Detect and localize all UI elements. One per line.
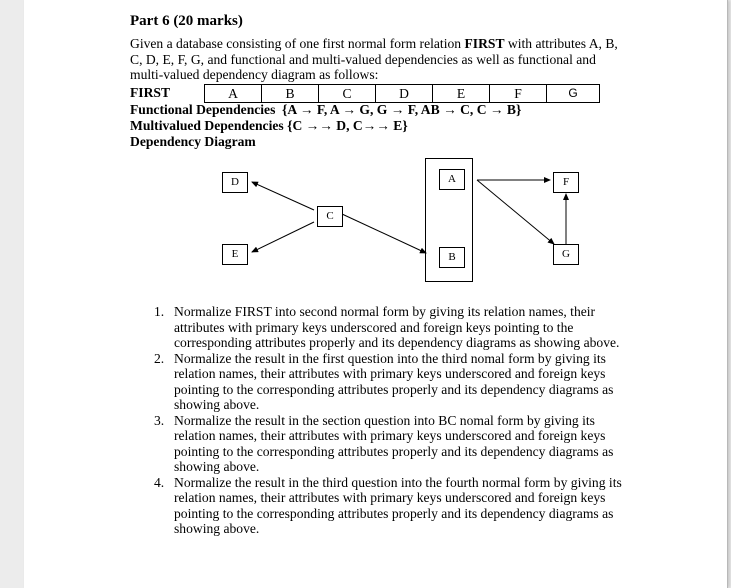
relation-schema	[130, 84, 630, 102]
arrow-a-to-g	[477, 180, 554, 244]
arrow-c-to-e	[252, 222, 314, 252]
functional-dependencies	[130, 102, 630, 118]
intro-before: Given a database consisting of one first normal form relation	[130, 36, 465, 51]
arrow-c-to-d	[252, 182, 314, 210]
question-number: 3.	[154, 412, 165, 428]
node-c: C	[317, 206, 343, 227]
question-number: 2.	[154, 350, 165, 366]
question-number: 4.	[154, 474, 165, 490]
attribute-cell: G	[546, 85, 599, 102]
node-d: D	[222, 172, 248, 193]
attribute-cell: A	[228, 85, 238, 101]
part-title: Part 6 (20 marks)	[130, 13, 243, 29]
question-item	[154, 475, 634, 537]
node-e: E	[222, 244, 248, 265]
fd-value: {A → F, A → G, G → F, AB → C, C → B}	[282, 101, 522, 117]
diagram-title: Dependency Diagram	[130, 133, 256, 149]
intro-paragraph	[130, 36, 630, 83]
question-item	[154, 351, 634, 413]
attribute-cell: E	[432, 85, 489, 102]
attribute-cell: D	[375, 85, 432, 102]
dependency-diagram	[214, 156, 614, 286]
question-text: Normalize the result in the third question into the fourth normal form by giving its relation names, their attributes with primary keys underscored and foreign keys pointing to the corresponding attributes properly and its dependency diagrams as showing above.	[174, 474, 622, 536]
arrow-b-to-c	[342, 214, 426, 253]
intro-after: with attributes A, B, C, D, E, F, G, and functional and multi-valued dependencies as well as functional and multi-valued dependency diagram as follows:	[130, 36, 618, 82]
question-list	[154, 304, 634, 537]
relation-attributes	[204, 84, 600, 103]
attribute-cell: F	[489, 85, 546, 102]
node-a: A	[439, 169, 465, 190]
question-item	[154, 304, 634, 351]
question-text: Normalize the result in the first question into the third nomal form by giving its relation names, their attributes with primary keys underscored and foreign keys pointing to the corresponding attributes properly and its dependency diagrams as showing above.	[174, 350, 614, 412]
multivalued-dependencies	[130, 118, 630, 134]
relation-name: FIRST	[130, 84, 171, 100]
node-b: B	[439, 247, 465, 268]
question-header	[130, 12, 630, 150]
mvd-value: {C →→ D, C→→ E}	[287, 117, 408, 133]
question-text: Normalize FIRST into second normal form by giving its relation names, their attributes with primary keys underscored and foreign keys pointing to the corresponding attributes properly and its dependency diagrams as showing above.	[174, 304, 620, 350]
fd-label: Functional Dependencies	[130, 101, 276, 117]
attribute-cell: C	[318, 85, 375, 102]
node-f: F	[553, 172, 579, 193]
attribute-cell: B	[261, 85, 318, 102]
question-text: Normalize the result in the section question into BC nomal form by giving its relation names, their attributes with primary keys underscored and foreign keys pointing to the corresponding attributes properly and its dependency diagrams as showing above.	[174, 412, 614, 474]
intro-relation-name: FIRST	[464, 36, 505, 51]
question-item	[154, 413, 634, 475]
question-number: 1.	[154, 304, 165, 319]
mvd-label: Multivalued Dependencies	[130, 117, 284, 133]
node-g: G	[553, 244, 579, 265]
document-page	[24, 0, 728, 588]
